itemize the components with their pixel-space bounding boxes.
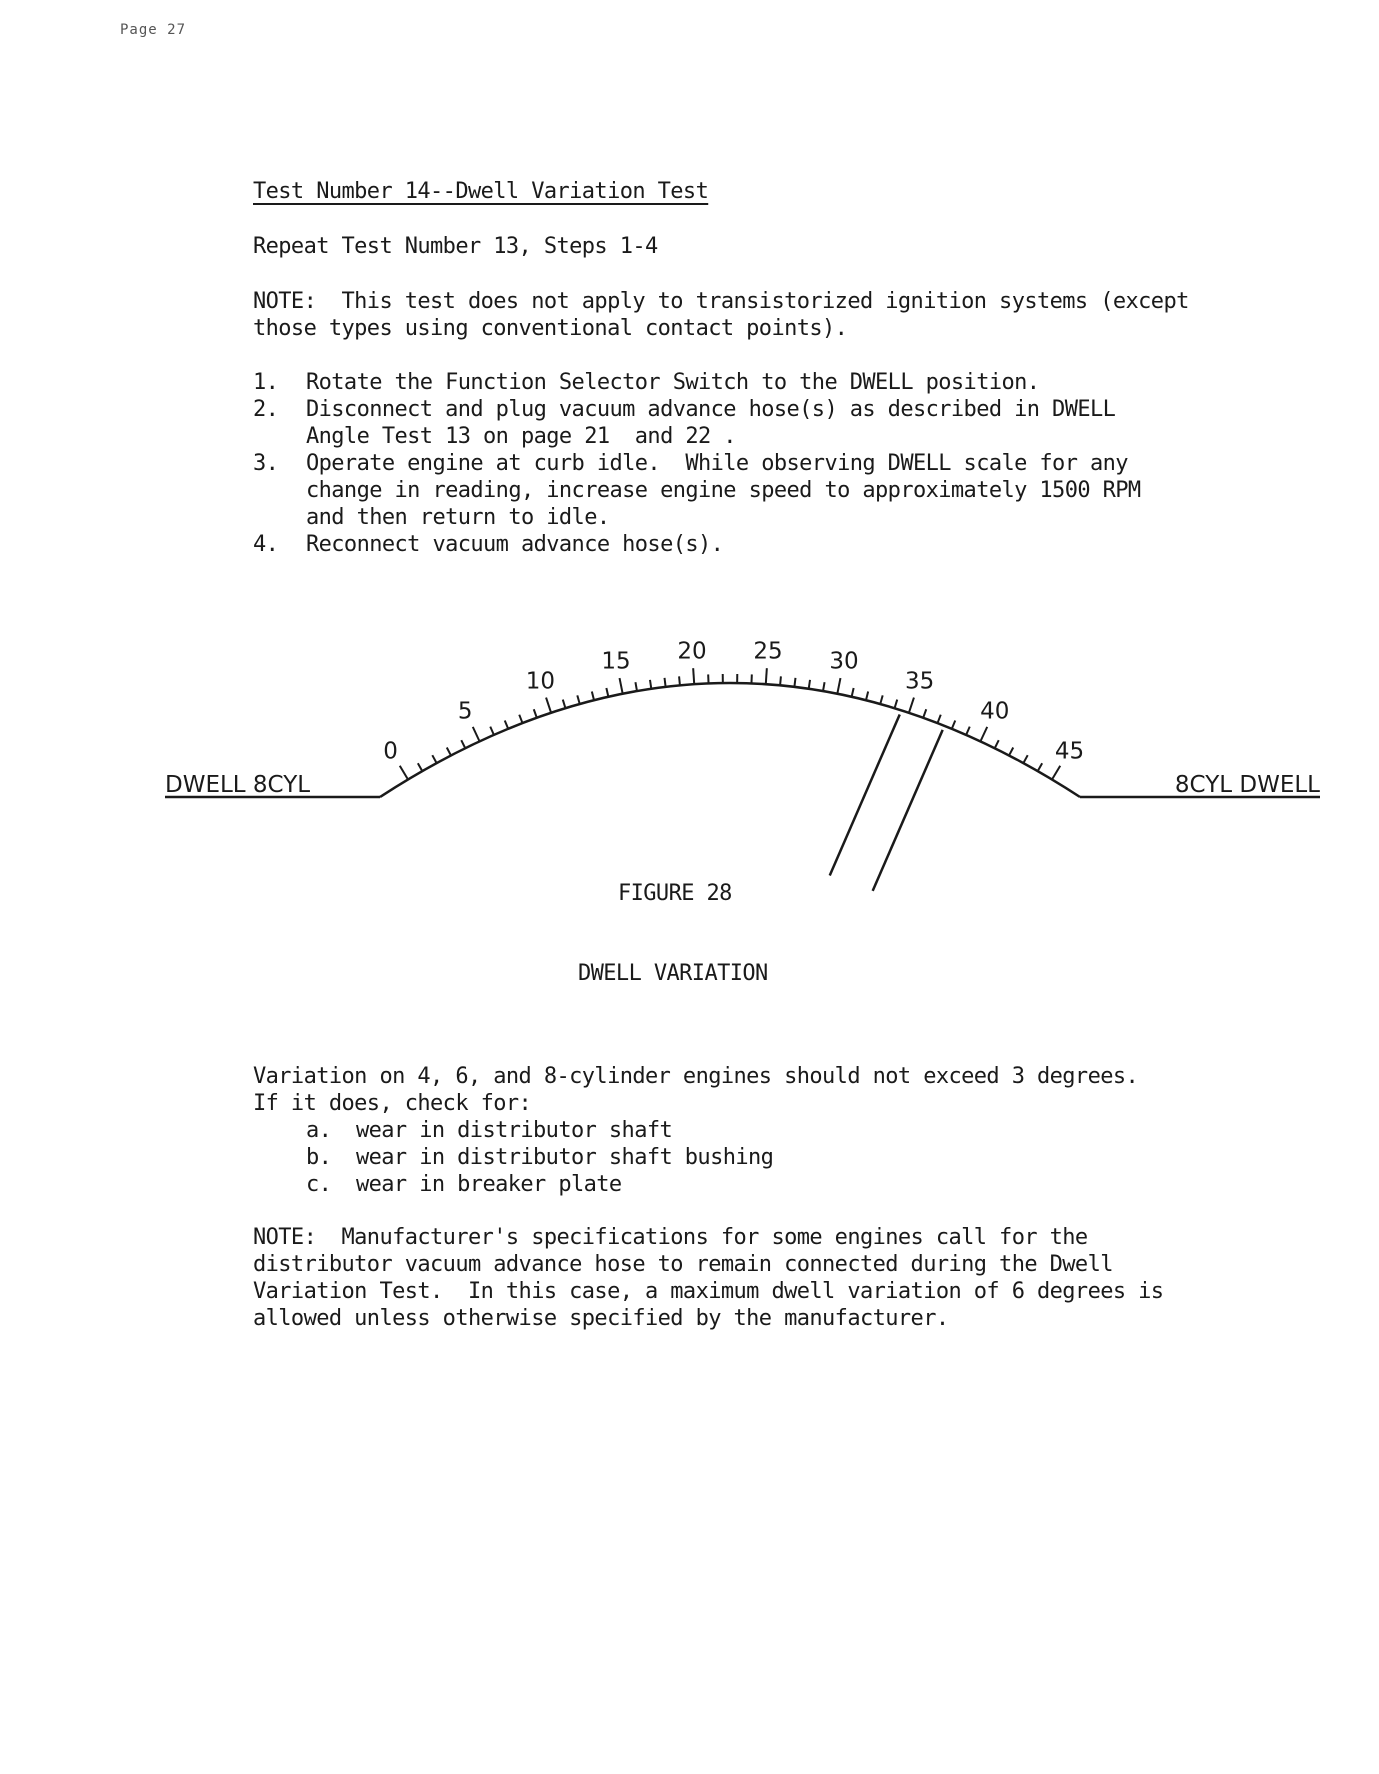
dial-tick <box>837 678 840 694</box>
dial-tick <box>665 678 666 687</box>
dial-tick <box>461 740 465 748</box>
check-letter: c. <box>306 1172 332 1197</box>
dial-needles <box>830 714 943 890</box>
dial-tick <box>780 676 781 685</box>
dial-tick <box>952 720 955 728</box>
dial-tick <box>577 695 579 704</box>
repeat-instruction: Repeat Test Number 13, Steps 1-4 <box>253 234 658 259</box>
dial-scale-labels <box>383 638 1084 764</box>
check-list <box>306 1117 773 1198</box>
check-letter: a. <box>306 1118 332 1143</box>
step-text: Rotate the Function Selector Switch to the DWELL position. <box>306 370 1040 395</box>
dial-tick <box>563 700 566 709</box>
step-text: Disconnect and plug vacuum advance hose(s) as described in DWELL Angle Test 13 on page 21 and 22 . <box>306 397 1116 449</box>
check-text: wear in breaker plate <box>356 1172 622 1197</box>
dial-scale-label: 10 <box>525 668 556 695</box>
figure-label: FIGURE 28 <box>618 881 732 906</box>
dial-tick <box>909 698 914 713</box>
dial-scale-label: 45 <box>1054 738 1085 765</box>
dial-tick <box>546 698 551 713</box>
test-title: Test Number 14--Dwell Variation Test <box>253 179 709 204</box>
dial-tick <box>823 682 825 691</box>
step-item <box>253 369 1141 396</box>
dial-tick <box>895 700 898 709</box>
dial-tick <box>794 678 795 687</box>
dial-tick <box>966 727 970 735</box>
check-item <box>306 1171 773 1198</box>
note-transistorized: NOTE: This test does not apply to transistorized ignition systems (except those types using conventional contact points). <box>253 289 1189 341</box>
dial-tick <box>519 715 522 723</box>
dial-tick <box>447 747 451 755</box>
dial-tick <box>400 766 408 780</box>
dial-scale-label: 0 <box>383 738 398 765</box>
dial-tick <box>620 678 623 694</box>
step-number: 3. <box>253 451 279 476</box>
dial-tick <box>1009 747 1013 755</box>
procedure-steps <box>253 369 1141 558</box>
dial-tick <box>534 709 537 717</box>
dial-scale-label: 20 <box>677 638 707 665</box>
page-number-corner: Page 27 <box>120 22 187 38</box>
check-item <box>306 1117 773 1144</box>
dial-tick <box>650 680 651 689</box>
figure-caption: DWELL VARIATION <box>578 961 768 986</box>
dial-tick <box>418 763 422 771</box>
dial-tick <box>1038 763 1042 771</box>
dial-tick <box>693 668 694 684</box>
dial-tick <box>432 755 436 763</box>
dial-tick <box>809 680 810 689</box>
dial-tick <box>980 727 987 742</box>
dial-scale-label: 40 <box>980 698 1010 725</box>
step-item <box>253 396 1141 450</box>
dial-tick <box>490 727 494 735</box>
dial-scale-label: 5 <box>457 698 473 725</box>
dial-tick <box>606 688 608 697</box>
dial-tick-marks <box>400 668 1060 779</box>
note-manufacturer-specs: NOTE: Manufacturer's specifications for some engines call for the distributor vacuum advance hose to remain connected during the Dwell Variation Test. In this case, a maximum dwell variation of 6 degrees is allowed unless otherwise specified by the manufacturer. <box>253 1225 1164 1331</box>
dial-tick <box>995 740 999 748</box>
dial-scale-label: 35 <box>904 668 935 695</box>
step-text: Operate engine at curb idle. While observing DWELL scale for any change in reading, increase engine speed to approximately 1500 RPM and then return to idle. <box>306 451 1141 530</box>
dial-tick <box>880 695 882 704</box>
dial-tick <box>923 709 926 717</box>
dial-tick <box>1052 766 1060 780</box>
dial-tick <box>592 691 594 700</box>
check-text: wear in distributor shaft bushing <box>356 1145 774 1170</box>
dial-scale-label: 15 <box>601 648 631 675</box>
dial-tick <box>766 668 767 684</box>
dial-tick <box>679 676 680 685</box>
check-item <box>306 1144 773 1171</box>
check-letter: b. <box>306 1145 332 1170</box>
dial-right-label: 8CYL DWELL <box>1174 772 1320 798</box>
step-number: 4. <box>253 532 279 557</box>
dial-arc <box>380 683 1080 797</box>
dial-tick <box>505 720 508 728</box>
dial-tick <box>1023 755 1027 763</box>
step-number: 2. <box>253 397 279 422</box>
variation-limit-text: Variation on 4, 6, and 8-cylinder engines should not exceed 3 degrees. If it does, check for: <box>253 1064 1139 1116</box>
dwell-dial-figure <box>150 625 1330 890</box>
dial-tick <box>852 688 854 697</box>
dial-tick <box>938 715 941 723</box>
step-item <box>253 531 1141 558</box>
dial-tick <box>635 682 637 691</box>
check-text: wear in distributor shaft <box>356 1118 673 1143</box>
dial-tick <box>866 691 868 700</box>
dial-tick <box>473 727 480 742</box>
dial-scale-label: 30 <box>829 648 859 675</box>
dial-scale-label: 25 <box>753 638 783 665</box>
step-text: Reconnect vacuum advance hose(s). <box>306 532 724 557</box>
dial-left-label: DWELL 8CYL <box>165 772 311 798</box>
step-number: 1. <box>253 370 279 395</box>
step-item <box>253 450 1141 531</box>
